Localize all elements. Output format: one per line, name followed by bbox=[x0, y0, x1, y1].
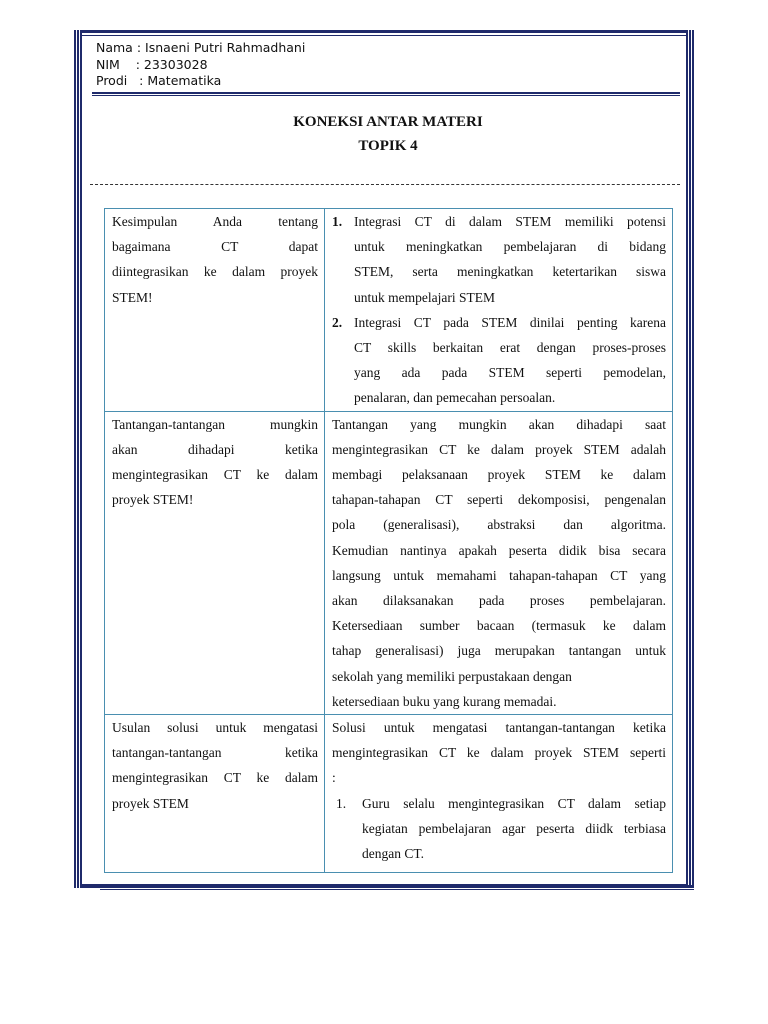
answer-line: akan dilaksanakan pada proses pembelajaran. bbox=[332, 593, 666, 609]
dashed-divider bbox=[90, 184, 680, 185]
question-line: mengintegrasikan CT ke dalam bbox=[112, 467, 318, 483]
question-cell bbox=[105, 411, 325, 714]
answer-line: untuk meningkatkan pembelajaran di bidang bbox=[354, 239, 666, 255]
answer-line: langsung untuk memahami tahapan-tahapan CT yang bbox=[332, 567, 666, 583]
answer-line: Tantangan yang mungkin akan dihadapi saat bbox=[332, 416, 666, 432]
question-line: proyek STEM bbox=[112, 795, 189, 811]
answer-line: tahap generalisasi) juga merupakan tantangan untuk bbox=[332, 643, 666, 659]
answer-line: Kemudian nantinya apakah peserta didik bisa secara bbox=[332, 542, 666, 558]
question-cell bbox=[105, 209, 325, 412]
question-line: akan dihadapi ketika bbox=[112, 441, 318, 457]
question-cell bbox=[105, 715, 325, 873]
title-line-1: KONEKSI ANTAR MATERI bbox=[293, 114, 483, 130]
student-nim: NIM : 23303028 bbox=[96, 56, 208, 72]
question-line: Usulan solusi untuk mengatasi bbox=[112, 720, 318, 736]
answer-line: : bbox=[332, 770, 336, 786]
question-line: diintegrasikan ke dalam proyek bbox=[112, 264, 318, 280]
question-line: mengintegrasikan CT ke dalam bbox=[112, 770, 318, 786]
answer-line: Solusi untuk mengatasi tantangan-tantangan ketika bbox=[332, 720, 666, 736]
frame-left-bar bbox=[74, 30, 82, 888]
title-line-2: TOPIK 4 bbox=[358, 138, 418, 154]
list-item bbox=[332, 310, 666, 411]
table-row bbox=[105, 209, 673, 412]
answer-line: tahapan-tahapan CT seperti dekomposisi, pengenalan bbox=[332, 492, 666, 508]
list-number: 2. bbox=[332, 314, 343, 330]
table-row bbox=[105, 411, 673, 714]
answer-line: untuk mempelajari STEM bbox=[354, 289, 495, 305]
reflection-table bbox=[104, 208, 673, 873]
frame-right-bar bbox=[686, 30, 694, 888]
question-line: Tantangan-tantangan mungkin bbox=[112, 416, 318, 432]
answer-line: ketersediaan buku yang kurang memadai. bbox=[332, 693, 557, 709]
header-rule bbox=[92, 92, 680, 96]
answer-line: Guru selalu mengintegrasikan CT dalam setiap bbox=[362, 795, 666, 811]
answer-line: STEM, serta meningkatkan ketertarikan siswa bbox=[354, 264, 666, 280]
question-line: proyek STEM! bbox=[112, 492, 194, 508]
question-line: Kesimpulan Anda tentang bbox=[112, 214, 318, 229]
answer-line: membagi pelaksanaan proyek STEM ke dalam bbox=[332, 467, 666, 483]
answer-line: kegiatan pembelajaran agar peserta diidk terbiasa bbox=[362, 820, 666, 836]
answer-line: penalaran, dan pemecahan persoalan. bbox=[354, 390, 556, 406]
answer-cell bbox=[325, 209, 673, 412]
answer-line: Ketersediaan sumber bacaan (termasuk ke dalam bbox=[332, 618, 666, 634]
answer-line: mengintegrasikan CT ke dalam proyek STEM adalah bbox=[332, 441, 666, 457]
document-title bbox=[90, 110, 686, 158]
list-number: 1. bbox=[336, 795, 347, 811]
list-item bbox=[332, 791, 666, 867]
list-number: 1. bbox=[332, 214, 343, 229]
answer-line: sekolah yang memiliki perpustakaan dengan bbox=[332, 668, 572, 684]
answer-line: CT skills berkaitan erat dengan proses-proses bbox=[354, 340, 666, 356]
answer-line: mengintegrasikan CT ke dalam proyek STEM seperti bbox=[332, 745, 666, 761]
answer-line: dengan CT. bbox=[362, 846, 424, 862]
answer-line: yang ada pada STEM seperti pemodelan, bbox=[354, 365, 666, 381]
frame-bottom-bar bbox=[100, 885, 694, 890]
answer-cell bbox=[325, 411, 673, 714]
answer-line: Integrasi CT di dalam STEM memiliki potensi bbox=[354, 214, 666, 229]
student-prodi: Prodi : Matematika bbox=[96, 73, 222, 88]
question-line: bagaimana CT dapat bbox=[112, 239, 318, 255]
student-name: Nama : Isnaeni Putri Rahmadhani bbox=[96, 40, 306, 55]
answer-cell bbox=[325, 715, 673, 873]
answer-line: pola (generalisasi), abstraksi dan algoritma. bbox=[332, 517, 666, 533]
list-item bbox=[332, 209, 666, 310]
question-line: tantangan-tantangan ketika bbox=[112, 745, 318, 761]
question-line: STEM! bbox=[112, 289, 153, 305]
student-identity bbox=[96, 40, 676, 90]
table-row bbox=[105, 715, 673, 873]
answer-line: Integrasi CT pada STEM dinilai penting karena bbox=[354, 314, 666, 330]
